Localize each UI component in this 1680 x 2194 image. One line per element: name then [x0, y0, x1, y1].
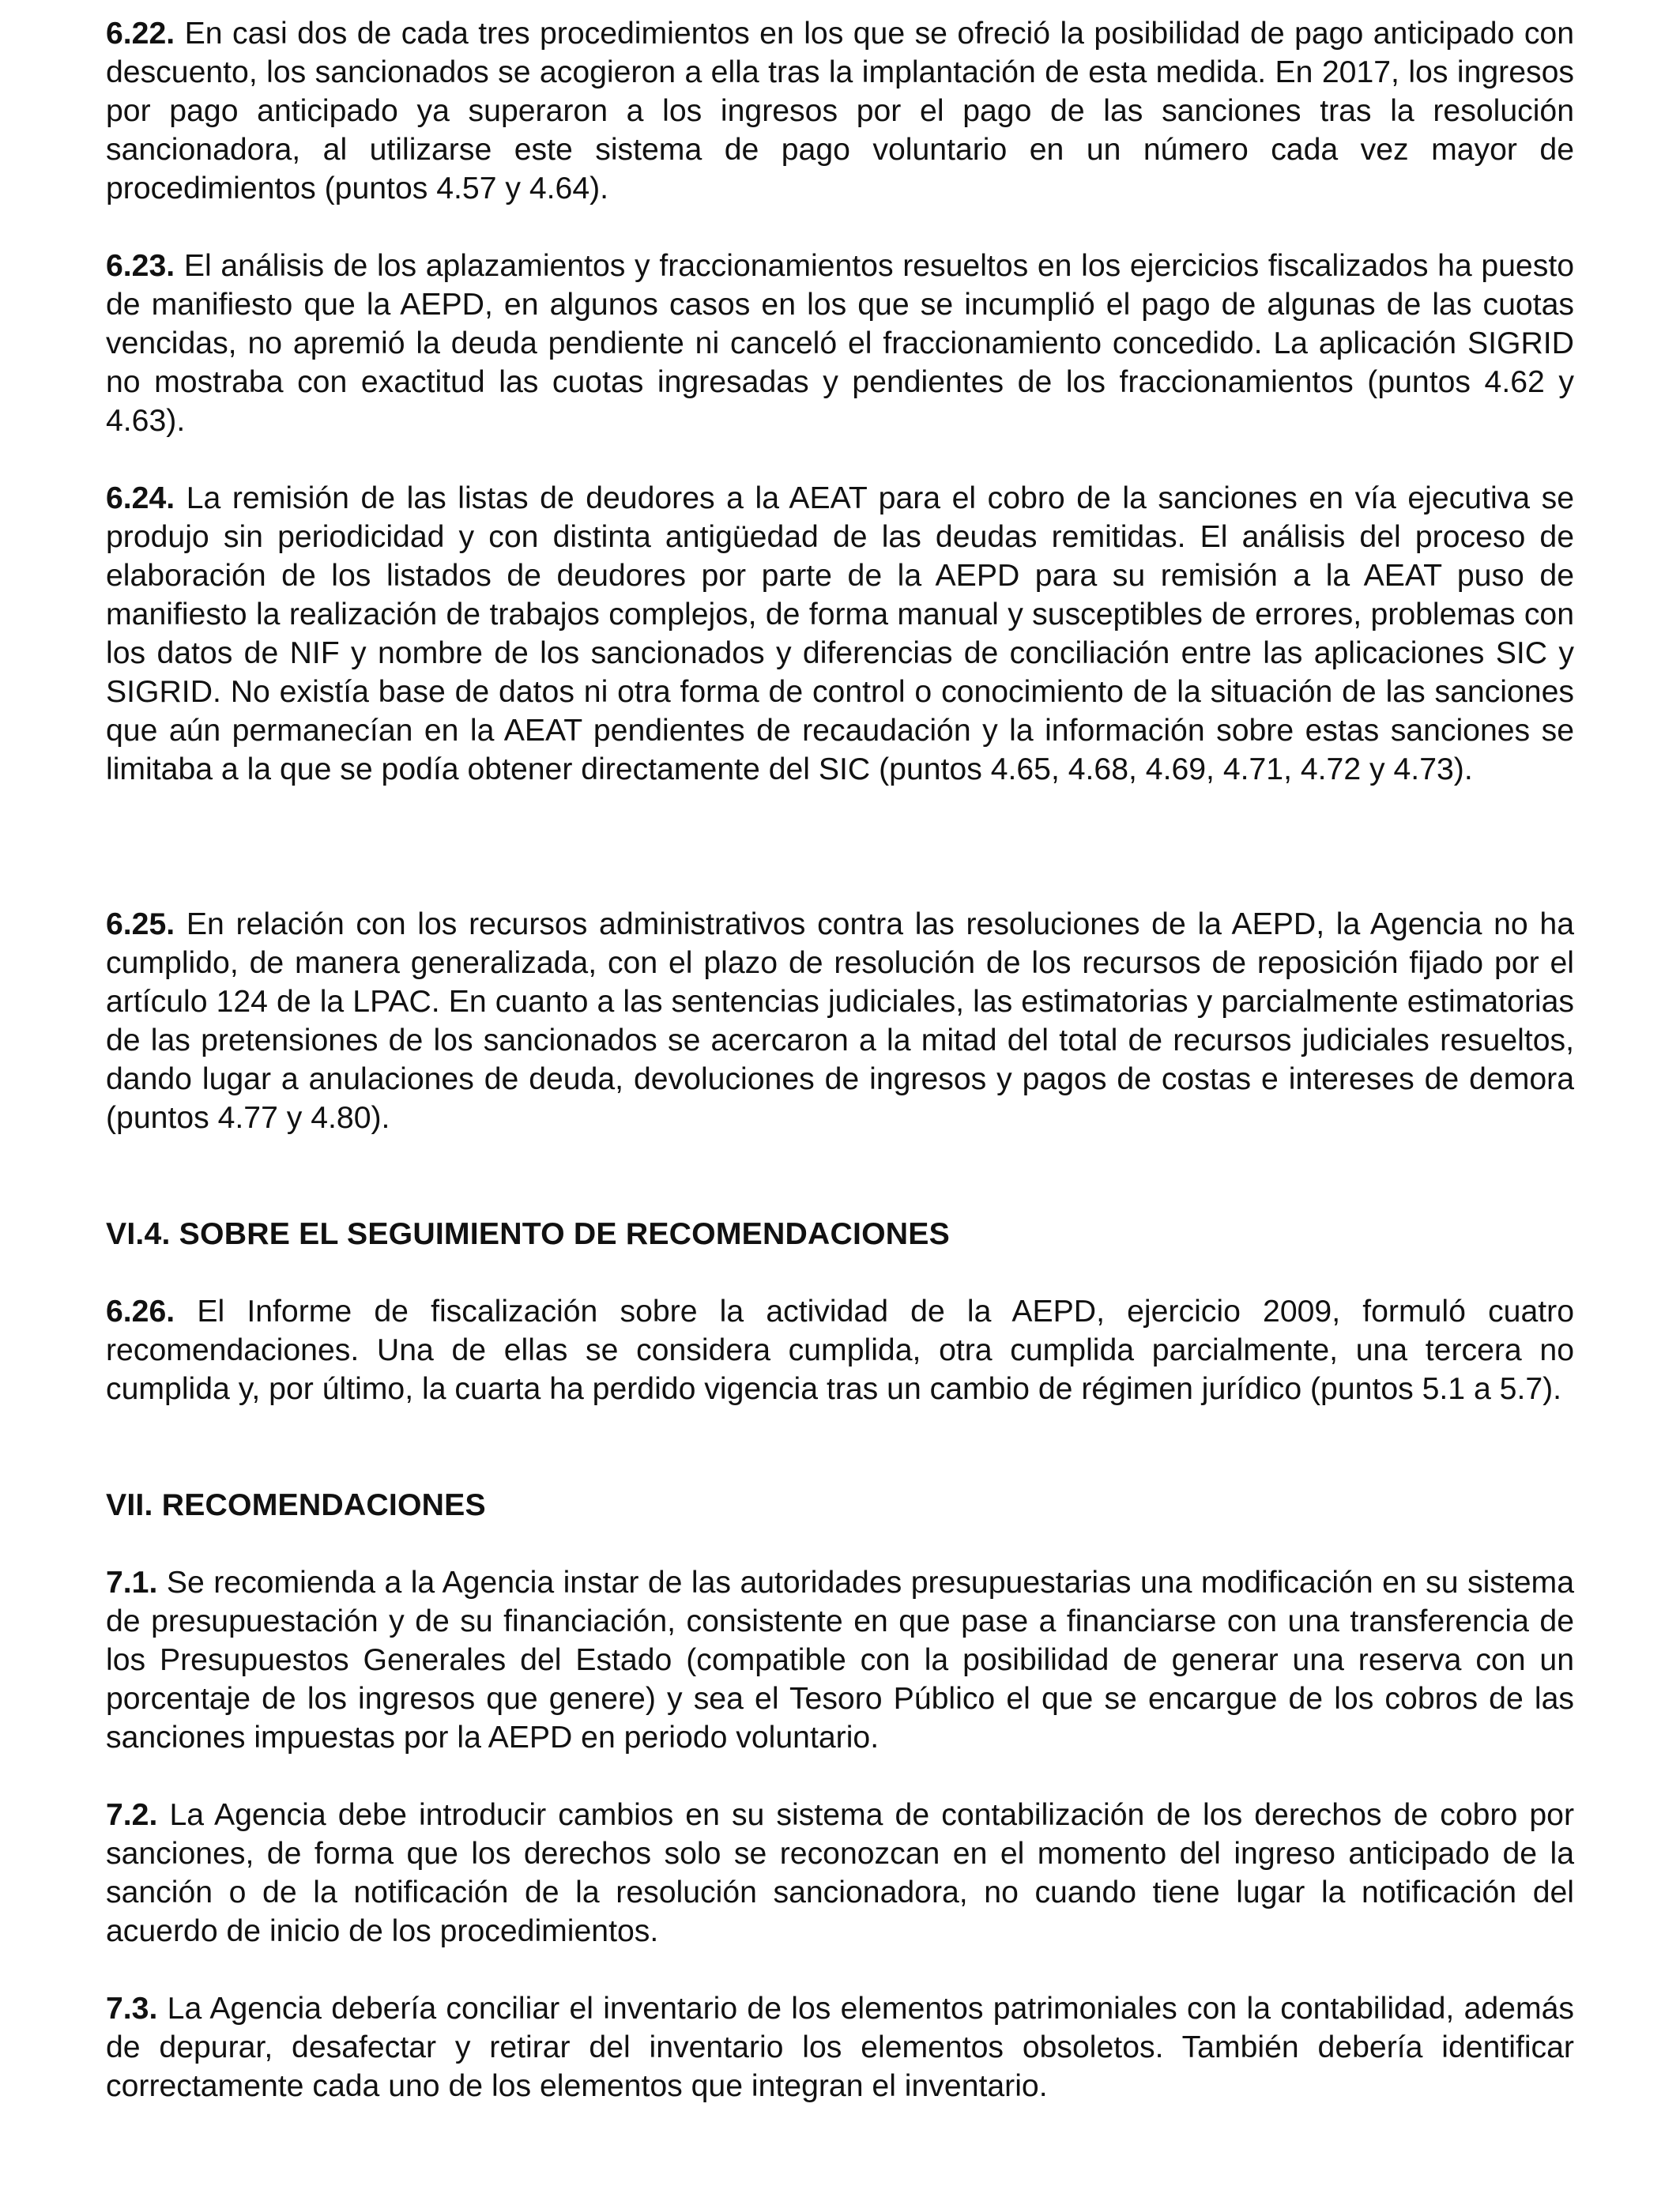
paragraph-6-24 [106, 479, 1574, 789]
section-heading-vii: VII. RECOMENDACIONES [106, 1488, 486, 1522]
document-page [106, 14, 1574, 2105]
paragraph-7-1 [106, 1563, 1574, 1757]
paragraph-text: El análisis de los aplazamientos y fraccionamientos resueltos en los ejercicios fiscalizados ha puesto de manifiesto que la AEPD, en algunos casos en los que se incumplió el pago de algunas de las cuotas vencidas, no apremió la deuda pendiente ni canceló el fraccionamiento concedido. La aplicación SIGRID no mostraba con exactitud las cuotas ingresadas y pendientes de los fraccionamientos (puntos 4.62 y 4.63). [106, 249, 1574, 438]
paragraph-number: 6.22. [106, 17, 175, 51]
paragraph-number: 6.23. [106, 249, 175, 283]
paragraph-text: El Informe de fiscalización sobre la actividad de la AEPD, ejercicio 2009, formuló cuatro recomendaciones. Una de ellas se considera cumplida, otra cumplida parcialmente, una tercera no cumplida y, por último, la cuarta ha perdido vigencia tras un cambio de régimen jurídico (puntos 5.1 a 5.7). [106, 1295, 1574, 1406]
paragraph-6-22 [106, 14, 1574, 208]
paragraph-text: La Agencia debería conciliar el inventario de los elementos patrimoniales con la contabilidad, además de depurar, desafectar y retirar del inventario los elementos obsoletos. También debería identificar correctamente cada uno de los elementos que integran el inventario. [106, 1992, 1575, 2103]
paragraph-number: 7.1. [106, 1566, 158, 1600]
paragraph-text: En casi dos de cada tres procedimientos en los que se ofreció la posibilidad de pago anticipado con descuento, los sancionados se acogieron a ella tras la implantación de esta medida. En 2017, los ingresos por pago anticipado ya superaron a los ingresos por el pago de las sanciones tras la resolución sancionadora, al utilizarse este sistema de pago voluntario en un número cada vez mayor de procedimientos (puntos 4.57 y 4.64). [106, 17, 1574, 205]
paragraph-text: Se recomienda a la Agencia instar de las autoridades presupuestarias una modificación en su sistema de presupuestación y de su financiación, consistente en que pase a financiarse con una transferencia de los Presupuestos Generales del Estado (compatible con la posibilidad de generar una reserva con un porcentaje de los ingresos que genere) y sea el Tesoro Público el que se encargue de los cobros de las sanciones impuestas por la AEPD en periodo voluntario. [106, 1566, 1574, 1755]
paragraph-6-23 [106, 247, 1574, 440]
paragraph-number: 7.3. [106, 1992, 158, 2026]
paragraph-text: En relación con los recursos administrativos contra las resoluciones de la AEPD, la Agencia no ha cumplido, de manera generalizada, con el plazo de resolución de los recursos de reposición fijado por el artículo 124 de la LPAC. En cuanto a las sentencias judiciales, las estimatorias y parcialmente estimatorias de las pretensiones de los sancionados se acercaron a la mitad del total de recursos judiciales resueltos, dando lugar a anulaciones de deuda, devoluciones de ingresos y pagos de costas e intereses de demora (puntos 4.77 y 4.80). [106, 907, 1575, 1135]
paragraph-6-26 [106, 1292, 1574, 1408]
paragraph-number: 6.25. [106, 907, 175, 941]
paragraph-number: 6.26. [106, 1295, 175, 1329]
paragraph-text: La Agencia debe introducir cambios en su sistema de contabilización de los derechos de cobro por sanciones, de forma que los derechos solo se reconozcan en el momento del ingreso anticipado de la sanción o de la notificación de la resolución sancionadora, no cuando tiene lugar la notificación del acuerdo de inicio de los procedimientos. [106, 1798, 1574, 1948]
section-heading-vi4: VI.4. SOBRE EL SEGUIMIENTO DE RECOMENDACIONES [106, 1217, 950, 1251]
paragraph-7-3 [106, 1989, 1574, 2105]
paragraph-text: La remisión de las listas de deudores a la AEAT para el cobro de la sanciones en vía ejecutiva se produjo sin periodicidad y con distinta antigüedad de las deudas remitidas. El análisis del proceso de elaboración de los listados de deudores por parte de la AEPD para su remisión a la AEAT puso de manifiesto la realización de trabajos complejos, de forma manual y susceptibles de errores, problemas con los datos de NIF y nombre de los sancionados y diferencias de conciliación entre las aplicaciones SIC y SIGRID. No existía base de datos ni otra forma de control o conocimiento de la situación de las sanciones que aún permanecían en la AEAT pendientes de recaudación y la información sobre estas sanciones se limitaba a la que se podía obtener directamente del SIC (puntos 4.65, 4.68, 4.69, 4.71, 4.72 y 4.73). [106, 481, 1574, 786]
paragraph-6-25 [106, 905, 1574, 1137]
paragraph-number: 7.2. [106, 1798, 158, 1832]
paragraph-number: 6.24. [106, 481, 175, 515]
paragraph-7-2 [106, 1796, 1574, 1951]
